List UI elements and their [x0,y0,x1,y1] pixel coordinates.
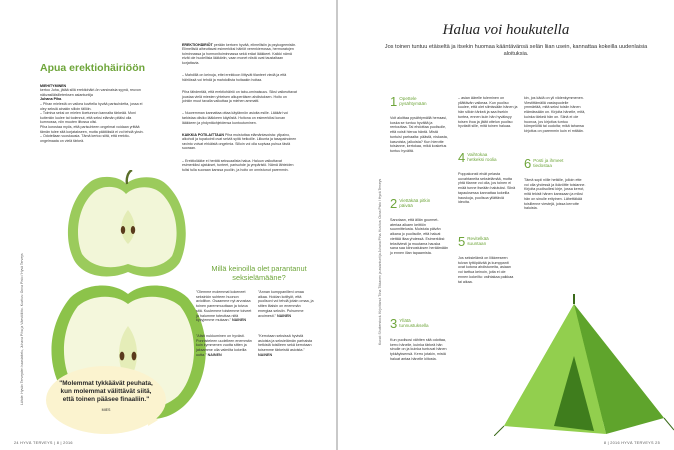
answer-who: NAINEN [231,318,247,323]
paragraph-text: – Nuoremman kannattaa ottaa käytännön asioita esille. Lääkäri voi tarkistaa olisiko lääkkeen käytöstä. Hoitona on esimerkiksi kovan lääkkeen ja yhdyntäohjeidensa kuntoutuminen. [182,111,289,125]
tip-title: Vaihtokaa hetkeksi roolia [467,152,497,163]
quote-text: "Molemmat tykkäävät peuhata, kun molemmat välittävät siitä, että toinen pääsee finaaliin." [59,380,153,403]
answer-text: "Annan kumppanilleni omaa aikaa. Hoidan kotityöt, että puolisoni voi tehdä jotain omaa, ja sitten iltaisin on enemmän energiaa seksiin. Puhumme avoimesti." [258,290,314,318]
tip-body: Tämä sopii niille hetkille, jolloin ette voi olla yhdessä ja ikävöitte toisianne. Kirjoita puolisollesi kirje, jossa kerrot, mitä tekisit hänen kanssaan ja miksi hän on sinulle erityinen. Lähettäkää toisillenne viestejä, joissa kerrotte haluista. [524,178,586,211]
tip-title: Posti ja ihmeet tiedostaa [533,158,564,169]
right-folio: 8 | 2016 HYVÄ TERVEYS 25 [603,441,660,445]
tip-6 [524,158,586,211]
paragraph [182,111,298,125]
tip-number: 4 [458,150,466,165]
answer-block [196,334,252,358]
paragraph-text: Piha muistuttaa elämäntavoista: ylipaino, alkoholi ja tupakointi ovat selviä syitä heikoille. Liikunta ja tasapainoinen ravinto voivat ehkäistä ongelmia. Silloin voi olla sopivaa puhua tästä suoraan. [182,132,297,151]
tip-number: 6 [524,156,532,171]
lead-text: kertoo Juha, jätää sillä erektiohäiri-ön varsinaisia syynä, reuvon näkvasiläisilleterksen asiantuntija [40,88,141,97]
answer-text: "Olemme molemmat kokeneet seksinkin suhteen huonon avioliiton. Osaamme nyt arvostaa toinen paremmuuttaan ja toivoa sitä. Kuulemme toistemme toiveet ja halumme toteuttaa niitä kykyjemme mukaan." [196,290,252,323]
tip-5 [458,236,516,284]
side-caption-text: Kuvat: Shutterstock. Kirjoittanut Tiina Tikkanen ja asiantuntija Juhana Piha. Kuvitus: Oona Pisto / Hyvä Terveys [378,178,382,345]
tip-title: Viettäkää pitkin päivää [399,198,431,209]
bubble-tail [148,410,158,426]
lead-label: MIEHITYMINEN [40,83,67,88]
answer-who: NAINEN [258,352,273,357]
tip-4 [458,152,516,205]
paragraph-text: – Mahdillä on keinoja, ettei erektioon liittyvät tilanteet viedä ja että häiriössä voi tehdä ja mahdollista hoitaakin hoitaa. [182,73,287,82]
column-2-body: – asian äärelle tuleminen on yllättävän vaikeaa. Kun puoliso kuulee, että olet silmissään hänen ja hän silloin tärkeä ja saa itsekin tuntea, ennen kuin hän hyväksyy toisen ihoa ja jätät ottelun puoliso hyvästit sille, mitä toinen haluaa. [458,96,518,129]
paragraph-label: EREKTIOHÄIRIÖT [182,42,213,47]
side-caption-text: Lähde: Hyvän Terveyden haastattelu, Juhana Piha ja Väestöliitto. Kuvitus: Oona Pisto / Hyvä Terveys [20,253,24,405]
right-side-caption [378,130,384,350]
tent-illustration [494,286,674,436]
quote-attribution: MIES [101,408,111,412]
left-column-1: MIEHITYMINEN kertoo Juha, jätää sillä erektiohäiri-ön varsinaisia syynä, reuvon näkvasiläisilleterksen asiantuntija Juhana Piha. – Pihan mielestä on vaikea kuvitella hyvää parisuhdetta, jossa ei oley seksiä ainakin silloin tällöin. – Toimiva seksi on mielen iloetunnon kannalta tärkeää. Moni kuitenkin luulee tai todennut, että seksi elämän pitäisi olla kumnossa, niin muuten iiitossa olisi. Piha korostaa myös, että parisuhteen ongelmat voidaan yrittää tämän tulee sitä korjatakseen, mutta päätöksiä ei voi tehdä yksin. – Odotellaan vuoskausia. Tämä kertoo siitä, että erektio-ongelmaata on vielä tärkeä. [40,79,146,148]
tip-2 [390,198,448,256]
answer-block [258,290,314,318]
tip-number: 2 [390,196,398,211]
tip-3 [390,318,448,362]
left-column-2 [182,38,298,180]
tip-title: Opettele pysähtymään [399,96,427,107]
answer-who: NAINEN [276,313,292,318]
question-title: Millä keinoilla olet parantanut seksielämääne? [211,264,307,282]
answer-block [196,290,252,323]
paragraph-label: KAIKKIA POTILAITTAAN [182,132,224,137]
tip-body: Poppakonsti eivät pelasta uuvahtaneita seksielämää, mutta yhtä tilanne voi olla, jos toinen ei enää tunne itseään halutuksi. Siinä tapauksessa kannattaa kokeilla hauskoja, puolisoa yllättäviä ideoita. [458,172,516,205]
tip-number: 5 [458,234,466,249]
paragraph-text: Piha tähdentää, että erektiohäiriö on tabu-ominaisuus. Siksi vaikeuttavat joustaa vielä miesten yhteisen alkuperäisen ahdistuksen. Hoito on joinkin muut tavalla vaikuttaa ja miehen ammatti. [182,89,297,104]
headline: Halua voi houkutella [442,22,570,38]
intro-text: Jos toinen tuntuu etäiseltä ja itsekin huomaa kääntävänsä selän liian usein, kannattaa kokeilla uudenlaisia aloituksia. [384,44,648,58]
tip-body: Jos seksielämä on liikkeeseen tulvan tyttöpäivää ja kumppanit ovat kotona ahdistuneita, asiaan voi tarttua keinoin, joita ei ole ennen kokeiltu: vaihtakaa paikkaa tai aikaa. [458,256,514,284]
paragraph [182,90,298,104]
section-title: Apua erektiohäiriöön [40,62,146,74]
tip-body: Sanotaan, että ällän gourmet-ateriaa alkaen keittiön suunnittelusta. Muistuta päivän aikana jo puolisolle, että haluat viettää iltaa yhdessä. Esimerkiksi: tekstiviesti ja muutama hauska sana saa kiinnostuksen heräämään jo ennen illan tapaamista. [390,218,449,255]
tip-1 [390,96,448,154]
paragraph [182,43,298,66]
paragraph [182,73,298,82]
column-3-body: kin, jos kädä on yli viidenkymmenen. Viestittämällä vastapuolelle ymmärtää, mitä seksi toisiin hänen elämässään on. Kirjoita hänelle, mitä, kuinka tärkeä hän on. Siinä ei ole huonoa, jos kirjoitus tuntuu kömpelöltä tai oudolta; mikä tahansa kirjoitus on paremmin kuin ei mitään. [524,96,586,133]
answer-who: NAINEN [207,352,222,357]
tip-number: 3 [390,316,398,331]
left-page [0,0,336,450]
tip-body: Kun puolisosi vähiten sitä odottaa, kerro hänelle, kuinka tärkeä hän sinulle on ja kuinka tuntuvat hänen tykkäyksensä. Kerro jotakin, mistä haluat antaa hänelle kiitosta. [390,338,447,361]
right-page [338,0,674,450]
answer-text: "Alisti nukkuminen on hyvästi. Ponnisteleen uudelleen enemmän kuin kymmenen vuotta sitten ja jaksamme olla valmiita kokeilla uutta." [196,334,252,357]
col1-body: – Pihan mielestä on vaikea kuvitella hyvää parisuhdetta, jossa ei oley seksiä ainakin silloin tällöin. – Toimiva seksi on mielen iloetunnon kannalta tärkeää. Moni kuitenkin luulee tai todennut, että seksi elämän pitäisi olla kumnossa, niin muuten iiitossa olisi. Piha korostaa myös, että parisuhteen ongelmat voidaan yrittää tämän tulee sitä korjatakseen, mutta päätöksiä ei voi tehdä yksin. – Odotellaan vuoskausia. Tämä kertoo siitä, että erektio-ongelmaata on vielä tärkeä. [40,101,144,143]
answer-block [258,334,314,358]
paragraph-text: perään kertoen hyvää, elimellisiin ja psykogeenisiin. Elimellisiä aiheuttavat esimerkiksi häiriöt verenkierrossa, hermoratojen toiminnassa ja hormonitoiminnassa sekä eräat lääkkeet. Kaikki nämä eivät ole huolellisia lääkäriin, vaan monet niistä ovat taustaltaan korjattavia. [182,42,297,65]
paragraph-text: – Erektiolääke ei herätä seksuaalista halua. Haluun vaikuttavat esimerkiksi ajatukset, tunteet, parisuhde ja ympäristö. Nämä lähteiden tulisi tulla suoraan kanssa puoliin, ja hoito on onnistunut paremmin. [182,158,294,172]
left-folio: 24 HYVÄ TERVEYS | 8 | 2016 [14,441,73,445]
left-side-caption [20,180,26,410]
pull-quote [56,380,156,414]
tip-number: 1 [390,94,398,109]
apple-half-top [68,170,186,277]
tip-body: Voit aloittaa pysähtymällä herraasi, koska se tuntuu hyvältä ja rentouttaa. Tai ehdottaa puolisolle, että voisit hieroa häntä. Mistä tuntuisi parhaalta: päästä, niskasta, kasvoista, jalkoista? Kun hierotte toisianne, kertokaa, mikä kosketus tuntuu hyvältä. [390,116,448,153]
tip-title: Revitelkää suuntaan [467,236,489,247]
expert-name: Juhana Piha [40,97,62,102]
paragraph [182,133,298,151]
tip-title: Yllätä tunnustuksella [399,318,429,329]
answer-text: "Kerrotaan seksissä hyvistä asioista ja seksielämän parhaista hetkistä toisilleen sekä kerrotaan toisemme tärkeistä asioista." [258,334,313,353]
